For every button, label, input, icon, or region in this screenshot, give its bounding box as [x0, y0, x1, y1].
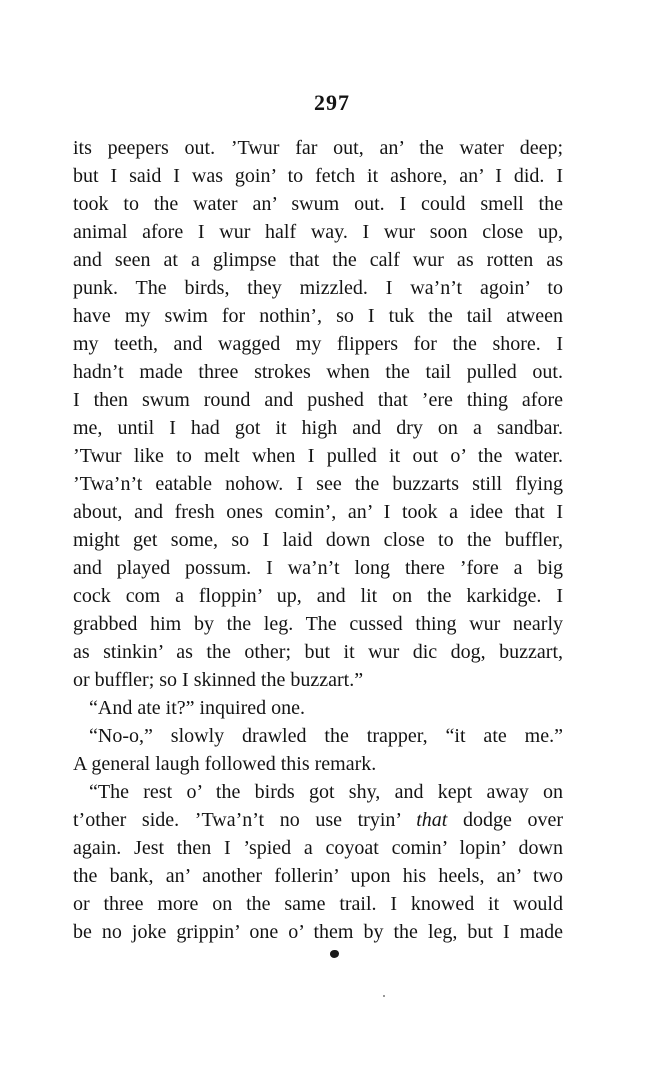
- emphasized-word: that: [416, 809, 448, 831]
- page-number: 297: [314, 90, 350, 115]
- ink-blot: [330, 950, 339, 958]
- text-line: as stinkin’ as the other; but it wur dic dog, buzzart,: [73, 641, 563, 663]
- text-line: “And ate it?” inquired one.: [89, 697, 306, 719]
- text-line: animal afore I wur half way. I wur soon close up,: [73, 221, 563, 243]
- text-line: or buffler; so I skinned the buzzart.”: [73, 669, 364, 691]
- text-line: “No-o,” slowly drawled the trapper, “it ate me.”: [89, 725, 563, 747]
- text-line: ’Twur like to melt when I pulled it out o’ the water.: [73, 445, 563, 467]
- text-line-segment: dodge over: [447, 809, 563, 831]
- text-line: its peepers out. ’Twur far out, an’ the water deep;: [73, 137, 563, 159]
- text-line: hadn’t made three strokes when the tail pulled out.: [73, 361, 563, 383]
- text-line: and seen at a glimpse that the calf wur as rotten as: [73, 249, 563, 271]
- text-line: A general laugh followed this remark.: [73, 753, 377, 775]
- text-line: might get some, so I laid down close to the buffler,: [73, 529, 563, 551]
- paper-speck: [383, 995, 385, 997]
- text-line: “The rest o’ the birds got shy, and kept away on: [89, 781, 563, 803]
- text-line: my teeth, and wagged my flippers for the shore. I: [73, 333, 563, 355]
- text-line: again. Jest then I ’spied a coyoat comin’ lopin’ down: [73, 837, 563, 859]
- text-line: punk. The birds, they mizzled. I wa’n’t agoin’ to: [73, 277, 563, 299]
- text-line: and played possum. I wa’n’t long there ’fore a big: [73, 557, 563, 579]
- text-line: or three more on the same trail. I knowed it would: [73, 893, 563, 915]
- text-line: [73, 806, 563, 834]
- text-line: about, and fresh ones comin’, an’ I took a idee that I: [73, 501, 563, 523]
- text-line: I then swum round and pushed that ’ere thing afore: [73, 389, 563, 411]
- text-line-segment: t’other side. ’Twa’n’t no use tryin’: [73, 809, 417, 831]
- text-line: took to the water an’ swum out. I could smell the: [73, 193, 563, 215]
- text-line: be no joke grippin’ one o’ them by the leg, but I made: [73, 921, 563, 943]
- text-line: cock com a floppin’ up, and lit on the karkidge. I: [73, 585, 563, 607]
- text-line: the bank, an’ another follerin’ upon his heels, an’ two: [73, 865, 563, 887]
- text-line: me, until I had got it high and dry on a sandbar.: [73, 417, 563, 439]
- text-line: have my swim for nothin’, so I tuk the tail atween: [73, 305, 563, 327]
- body-text: [73, 134, 563, 946]
- text-line: grabbed him by the leg. The cussed thing wur nearly: [73, 613, 563, 635]
- text-line: ’Twa’n’t eatable nohow. I see the buzzarts still flying: [73, 473, 563, 495]
- text-line: but I said I was goin’ to fetch it ashore, an’ I did. I: [73, 165, 563, 187]
